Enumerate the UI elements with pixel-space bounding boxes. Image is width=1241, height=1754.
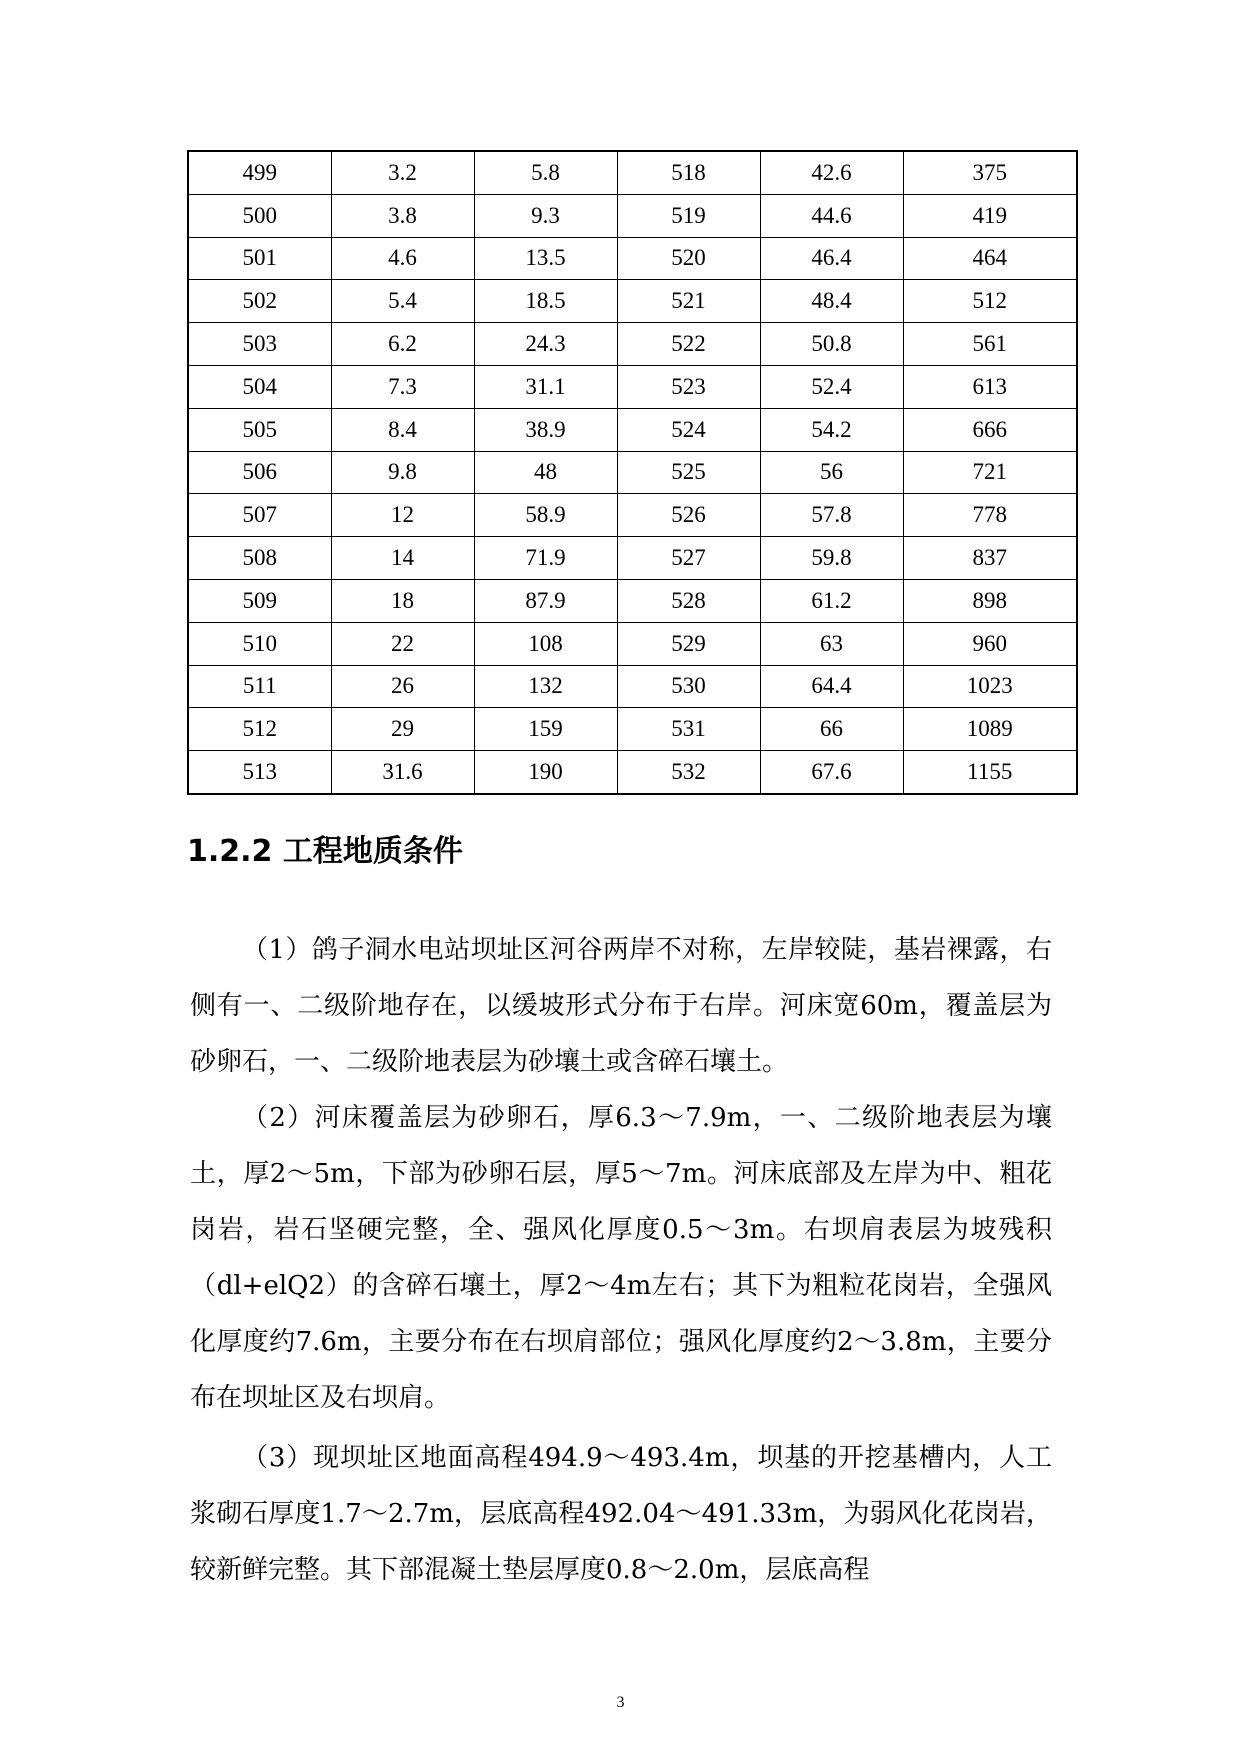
table-cell: 4.6 [331,237,474,280]
table-cell: 520 [617,237,760,280]
table-row [188,579,1077,622]
table-cell: 613 [903,365,1077,408]
table-cell: 525 [617,451,760,494]
table-cell: 59.8 [760,537,903,580]
table-cell: 31.1 [474,365,617,408]
table-cell: 108 [474,622,617,665]
table-cell: 532 [617,751,760,794]
table-cell: 66 [760,708,903,751]
table-cell: 12 [331,494,474,537]
section-heading: 1.2.2 工程地质条件 [187,834,463,869]
table-row [188,494,1077,537]
table-body [188,151,1077,794]
table-cell: 531 [617,708,760,751]
table-cell: 159 [474,708,617,751]
table-row [188,622,1077,665]
table-cell: 5.8 [474,151,617,194]
table-cell: 42.6 [760,151,903,194]
table-cell: 63 [760,622,903,665]
table-cell: 48.4 [760,280,903,323]
table-cell: 5.4 [331,280,474,323]
table-cell: 505 [188,408,331,451]
table-cell: 50.8 [760,323,903,366]
table-cell: 87.9 [474,579,617,622]
table-cell: 512 [188,708,331,751]
table-row [188,365,1077,408]
table-cell: 503 [188,323,331,366]
table-row [188,537,1077,580]
table-cell: 509 [188,579,331,622]
data-table [187,150,1078,795]
table-cell: 9.8 [331,451,474,494]
table-row [188,451,1077,494]
paragraph-1: （1）鸽子洞水电站坝址区河谷两岸不对称，左岸较陡，基岩裸露，右侧有一、二级阶地存在，以缓坡形式分布于右岸。河床宽60m，覆盖层为砂卵石，一、二级阶地表层为砂壤土或含碎石壤土。 [190,935,1052,1077]
table-cell: 501 [188,237,331,280]
table-cell: 419 [903,194,1077,237]
table-cell: 3.2 [331,151,474,194]
table-cell: 56 [760,451,903,494]
table-cell: 1023 [903,665,1077,708]
table-cell: 518 [617,151,760,194]
table-row [188,151,1077,194]
table-cell: 511 [188,665,331,708]
table-cell: 61.2 [760,579,903,622]
table-cell: 54.2 [760,408,903,451]
table-cell: 52.4 [760,365,903,408]
table-cell: 7.3 [331,365,474,408]
table-cell: 837 [903,537,1077,580]
table-cell: 3.8 [331,194,474,237]
table-row [188,280,1077,323]
table-cell: 31.6 [331,751,474,794]
table-cell: 6.2 [331,323,474,366]
table-cell: 519 [617,194,760,237]
table-cell: 9.3 [474,194,617,237]
table-cell: 26 [331,665,474,708]
table-cell: 526 [617,494,760,537]
table-cell: 8.4 [331,408,474,451]
table-cell: 528 [617,579,760,622]
table-cell: 58.9 [474,494,617,537]
table-cell: 24.3 [474,323,617,366]
table-cell: 38.9 [474,408,617,451]
table-cell: 527 [617,537,760,580]
table-cell: 960 [903,622,1077,665]
table-cell: 22 [331,622,474,665]
table-cell: 523 [617,365,760,408]
table-row [188,408,1077,451]
paragraph-2: （2）河床覆盖层为砂卵石，厚6.3～7.9m，一、二级阶地表层为壤土，厚2～5m，下部为砂卵石层，厚5～7m。河床底部及左岸为中、粗花岗岩，岩石坚硬完整，全、强风化厚度0.5～3m。右坝肩表层为坡残积（dl+elQ2）的含碎石壤土，厚2～4m左右；其下为粗粒花岗岩，全强风化厚度约7.6m，主要分布在右坝肩部位；强风化厚度约2～3.8m，主要分布在坝址区及右坝肩。 [190,1103,1052,1413]
table-cell: 64.4 [760,665,903,708]
table-cell: 18 [331,579,474,622]
table-cell: 778 [903,494,1077,537]
table-cell: 14 [331,537,474,580]
table-cell: 190 [474,751,617,794]
table-cell: 508 [188,537,331,580]
table-cell: 18.5 [474,280,617,323]
table-cell: 721 [903,451,1077,494]
table-row [188,194,1077,237]
table-cell: 506 [188,451,331,494]
table-cell: 57.8 [760,494,903,537]
table-cell: 507 [188,494,331,537]
table-cell: 521 [617,280,760,323]
table-cell: 504 [188,365,331,408]
table-cell: 46.4 [760,237,903,280]
table-cell: 512 [903,280,1077,323]
table-cell: 48 [474,451,617,494]
table-cell: 529 [617,622,760,665]
table-cell: 524 [617,408,760,451]
table-cell: 464 [903,237,1077,280]
paragraph-3: （3）现坝址区地面高程494.9～493.4m，坝基的开挖基槽内，人工浆砌石厚度1.7～2.7m，层底高程492.04～491.33m，为弱风化花岗岩，较新鲜完整。其下部混凝土垫层厚度0.8～2.0m，层底高程 [190,1443,1052,1585]
table-cell: 502 [188,280,331,323]
table-cell: 898 [903,579,1077,622]
table-row [188,323,1077,366]
table-row [188,708,1077,751]
table-cell: 522 [617,323,760,366]
table-cell: 530 [617,665,760,708]
table-cell: 44.6 [760,194,903,237]
table-cell: 513 [188,751,331,794]
table-row [188,237,1077,280]
table-cell: 29 [331,708,474,751]
table-row [188,665,1077,708]
page-number: 3 [616,1694,625,1711]
table-cell: 13.5 [474,237,617,280]
table-cell: 132 [474,665,617,708]
table-cell: 1089 [903,708,1077,751]
table-cell: 561 [903,323,1077,366]
table-cell: 499 [188,151,331,194]
table-cell: 71.9 [474,537,617,580]
table-cell: 510 [188,622,331,665]
table-cell: 666 [903,408,1077,451]
table-cell: 1155 [903,751,1077,794]
table-row [188,751,1077,794]
table-cell: 500 [188,194,331,237]
table-cell: 67.6 [760,751,903,794]
table-cell: 375 [903,151,1077,194]
